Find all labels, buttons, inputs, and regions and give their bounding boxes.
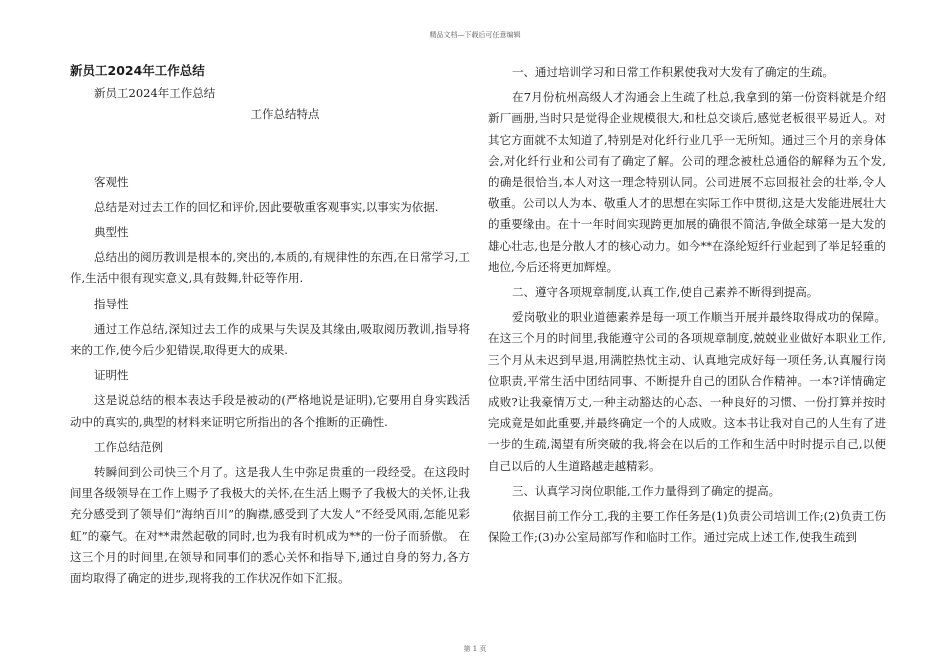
page-header: 精品文档—下载后可任意编辑 — [429, 31, 521, 39]
paragraph-example: 转瞬间到公司快三个月了。这是我人生中弥足贵重的一段经受。在这段时间里各级领导在工作上赐予了我极大的关怀,在生活上赐予了我极大的关怀,让我充分感受到了领导们“海纳百川”的胸襟,感受到了大发人“不经受风雨,怎能见彩虹”的豪气。在对**肃然起敬的同时,也为我有时机成为**的一份子而骄傲。 在这三个月的时间里,在领导和同事们的悉心关怀和指导下,通过自身的努力,各方面均取得了确定的进步,现将我的工作状况作如下汇报。 — [70, 465, 470, 586]
page-number: 第 1 页 — [463, 645, 487, 653]
heading-typical: 典型性 — [94, 225, 129, 240]
paragraph-proof: 这是说总结的根本表达手段是被动的(严格地说是证明),它要用自身实践活动中的真实的,典型的材料来证明它所指出的各个推断的正确性. — [70, 393, 470, 429]
section-3-title: 三、认真学习岗位职能,工作力量得到了确定的提高。 — [512, 483, 781, 498]
document-subtitle: 新员工2024年工作总结 — [94, 86, 216, 101]
paragraph-typical: 总结出的阅历教训是根本的,突出的,本质的,有规律性的东西,在日常学习,工作,生活中很有现实意义,具有鼓舞,针砭等作用. — [70, 250, 470, 286]
features-heading: 工作总结特点 — [250, 107, 320, 122]
section-1-title: 一、通过培训学习和日常工作积累使我对大发有了确定的生疏。 — [512, 65, 834, 79]
right-column — [488, 60, 886, 552]
paragraph-guiding: 通过工作总结,深知过去工作的成果与失误及其缘由,吸取阅历教训,指导将来的工作,使今后少犯错误,取得更大的成果. — [70, 321, 470, 358]
section-2-title: 二、遵守各项规章制度,认真工作,使自己素养不断得到提高。 — [512, 285, 819, 300]
section-2-paragraph: 爱岗敬业的职业道德素养是每一项工作顺当开展并最终取得成功的保障。在这三个月的时间里,我能遵守公司的各项规章制度,兢兢业业做好本职业工作,三个月从未迟到早退,用满腔热忱主动、认真地完成好每一项任务,认真履行岗位职责,平常生活中团结同事、不断提升自己的团队合作精神。一本?详情确定成败?让我豪情万丈,一种主动豁达的心态、一种良好的习惯、一份打算并按时完成竟是如此重要,并最终确定一个的人成败。这本书让我对自己的人生有了进一步的生疏,渴望有所突破的我,将会在以后的工作和生活中时时提示自己,以便自己以后的人生道路越走越精彩。 — [488, 310, 886, 473]
section-1-paragraph: 在7月份杭州高级人才沟通会上生疏了杜总,我拿到的第一份资料就是介绍新厂画册,当时只是觉得企业规模很大,和杜总交谈后,感觉老板很平易近人。对其它方面就不太知道了,特别是对化纤行业几乎一无所知。通过三个月的亲身体会,对化纤行业和公司有了确定了解。公司的理念被杜总通俗的解释为五个发,的确是很恰当,本人对这一理念特别认同。公司进展不忘回报社会的壮举,令人敬重。公司以人为本、敬重人才的思想在实际工作中贯彻,这是大发能进展壮大的重要缘由。在十一年时间实现跨更加展的确很不简洁,争做全球第一是大发的雄心壮志,也是分散人才的核心动力。如今**在涤纶短纤行业起到了举足轻重的地位,今后还将更加辉煌。 — [488, 90, 886, 274]
heading-objective: 客观性 — [94, 174, 129, 189]
heading-example: 工作总结范例 — [94, 439, 163, 454]
document-title: 新员工2024年工作总结 — [70, 63, 205, 78]
spacer — [70, 126, 470, 168]
heading-proof: 证明性 — [94, 368, 129, 383]
paragraph-objective: 总结是对过去工作的回忆和评价,因此要敬重客观事实,以事实为依据. — [94, 199, 439, 214]
section-3-paragraph: 依据目前工作分工,我的主要工作任务是(1)负责公司培训工作;(2)负责工伤保险工作;(3)办公室局部写作和临时工作。通过完成上述工作,使我生疏到 — [488, 509, 886, 545]
heading-guiding: 指导性 — [94, 296, 129, 311]
left-column — [70, 60, 470, 593]
